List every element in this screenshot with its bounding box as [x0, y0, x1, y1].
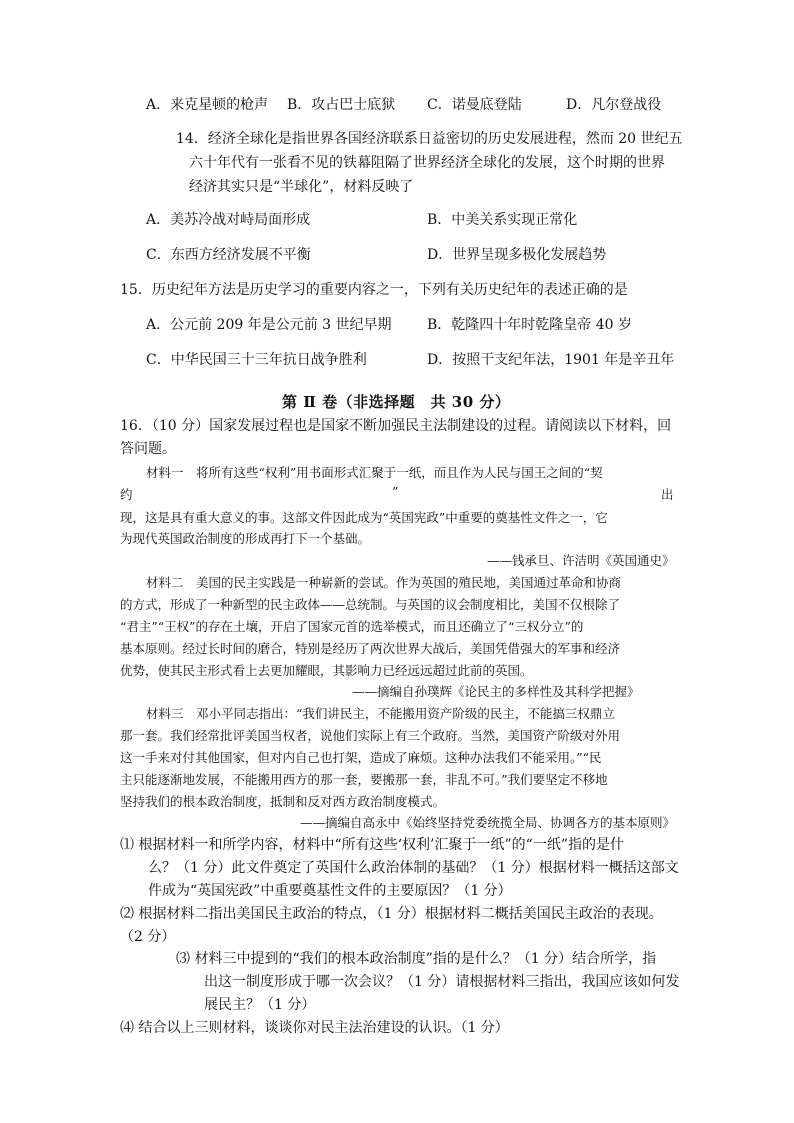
material1-line: 出	[661, 487, 674, 502]
material3-line: 主只能逐渐地发展，不能搬用西方的那一套，要搬那一套，非乱不可。”我们要坚定不移地	[120, 772, 608, 787]
sub-question-line: ⑶ 材料三中提到的“我们的根本政治制度”指的是什么？（1 分）结合所学，指	[176, 951, 657, 967]
q14-option-b: B．中美关系实现正常化	[427, 212, 578, 228]
q13-option-c: C．诺曼底登陆	[427, 97, 522, 113]
material1-line: 现，这是具有重大意义的事。这部文件因此成为“英国宪政”中重要的奠基性文件之一，它	[120, 510, 608, 525]
sub-question-line: ⑵ 根据材料二指出美国民主政治的特点，（1 分）根据材料二概括美国民主政治的表现。	[120, 906, 663, 922]
q15-option-a: A．公元前 209 年是公元前 3 世纪早期	[146, 317, 392, 333]
sub-question-line: ⑷ 结合以上三则材料，谈谈你对民主法治建设的认识。（1 分）	[120, 1020, 509, 1036]
material3-line: 坚持我们的根本政治制度，抵制和反对西方政治制度模式。	[120, 794, 446, 809]
material3-line: 那一套。我们经常批评美国当权者，说他们实际上有三个政府。当然，美国资产阶级对外用	[120, 728, 621, 743]
q13-option-d: D．凡尔登战役	[566, 97, 662, 113]
q14-stem-line: 14．经济全球化是指世界各国经济联系日益密切的历史发展进程，然而 20 世纪五	[176, 131, 683, 147]
q14-stem-line: 六十年代有一张看不见的铁幕阻隔了世界经济全球化的发展，这个时期的世界	[189, 155, 665, 171]
material2-line: “君主”“王权”的存在土壤，开启了国家元首的选举模式，而且还确立了“三权分立”的	[120, 619, 584, 634]
material1-line: ”	[392, 484, 399, 499]
q15-option-b: B．乾隆四十年时乾隆皇帝 40 岁	[427, 317, 633, 333]
material3-source: ——摘编自高永中《始终坚持党委统揽全局、协调各方的基本原则》	[300, 815, 676, 830]
sub-question-line: 展民主？（1 分）	[204, 997, 316, 1013]
q16-stem-line: 16．（10 分）国家发展过程也是国家不断加强民主法制建设的过程。请阅读以下材料，回	[120, 418, 672, 434]
sub-question-line: 么？（1 分）此文件奠定了英国什么政治体制的基础？（1 分）根据材料一概括这部文	[148, 860, 679, 876]
q15-option-d: D．按照干支纪年法，1901 年是辛丑年	[427, 352, 675, 368]
material1-line: 为现代英国政治制度的形成再打下一个基础。	[120, 531, 371, 546]
material3-line: 这一手来对付其他国家，但对内自己也打架，造成了麻烦。这种办法我们不能采用。”“民	[120, 750, 602, 765]
sub-question-line: 件成为“英国宪政”中重要奠基性文件的主要原因？（1 分）	[148, 883, 512, 899]
sub-question-line: （2 分）	[120, 929, 176, 945]
q14-stem-line: 经济其实只是“半球化”，材料反映了	[189, 179, 414, 195]
q14-option-d: D．世界呈现多极化发展趋势	[427, 247, 607, 263]
material2-line: 材料二 美国的民主实践是一种崭新的尝试。作为英国的殖民地，美国通过革命和协商	[146, 575, 622, 590]
section-title: 第 Ⅱ 卷（非选择题 共 30 分）	[282, 393, 511, 411]
material3-line: 材料三 邓小平同志指出：“我们讲民主，不能搬用资产阶级的民主，不能搞三权鼎立	[146, 706, 615, 721]
q15-option-c: C．中华民国三十三年抗日战争胜利	[146, 352, 367, 368]
material1-line: 约	[120, 487, 133, 502]
material1-source: ——钱承旦、许洁明《英国通史》	[487, 553, 675, 568]
q16-stem-line: 答问题。	[120, 441, 176, 457]
q14-option-a: A．美苏冷战对峙局面形成	[146, 212, 311, 228]
q15-stem: 15．历史纪年方法是历史学习的重要内容之一，下列有关历史纪年的表述正确的是	[120, 282, 628, 298]
material2-line: 基本原则。经过长时间的磨合，特别是经历了两次世界大战后，美国凭借强大的军事和经济	[120, 641, 621, 656]
sub-question-line: 出这一制度形成于哪一次会议？（1 分）请根据材料三指出，我国应该如何发	[204, 974, 680, 990]
material1-line: 材料一 将所有这些“权利”用书面形式汇聚于一纸，而且作为人民与国王之间的“契	[146, 465, 603, 480]
material2-source: ——摘编自孙璞辉《论民主的多样性及其科学把握》	[352, 684, 640, 699]
q13-option-b: B．攻占巴士底狱	[287, 97, 396, 113]
q14-option-c: C．东西方经济发展不平衡	[146, 247, 311, 263]
material2-line: 的方式，形成了一种新型的民主政体——总统制。与英国的议会制度相比，美国不仅根除了	[120, 597, 621, 612]
material2-line: 优势，使其民主形式看上去更加耀眼，其影响力已经远远超过此前的英国。	[120, 663, 533, 678]
sub-question-line: ⑴ 根据材料一和所学内容，材料中“所有这些‘权利’汇聚于一纸”的“一纸”指的是什	[120, 837, 624, 853]
q13-option-a: A．来克星顿的枪声	[146, 97, 269, 113]
